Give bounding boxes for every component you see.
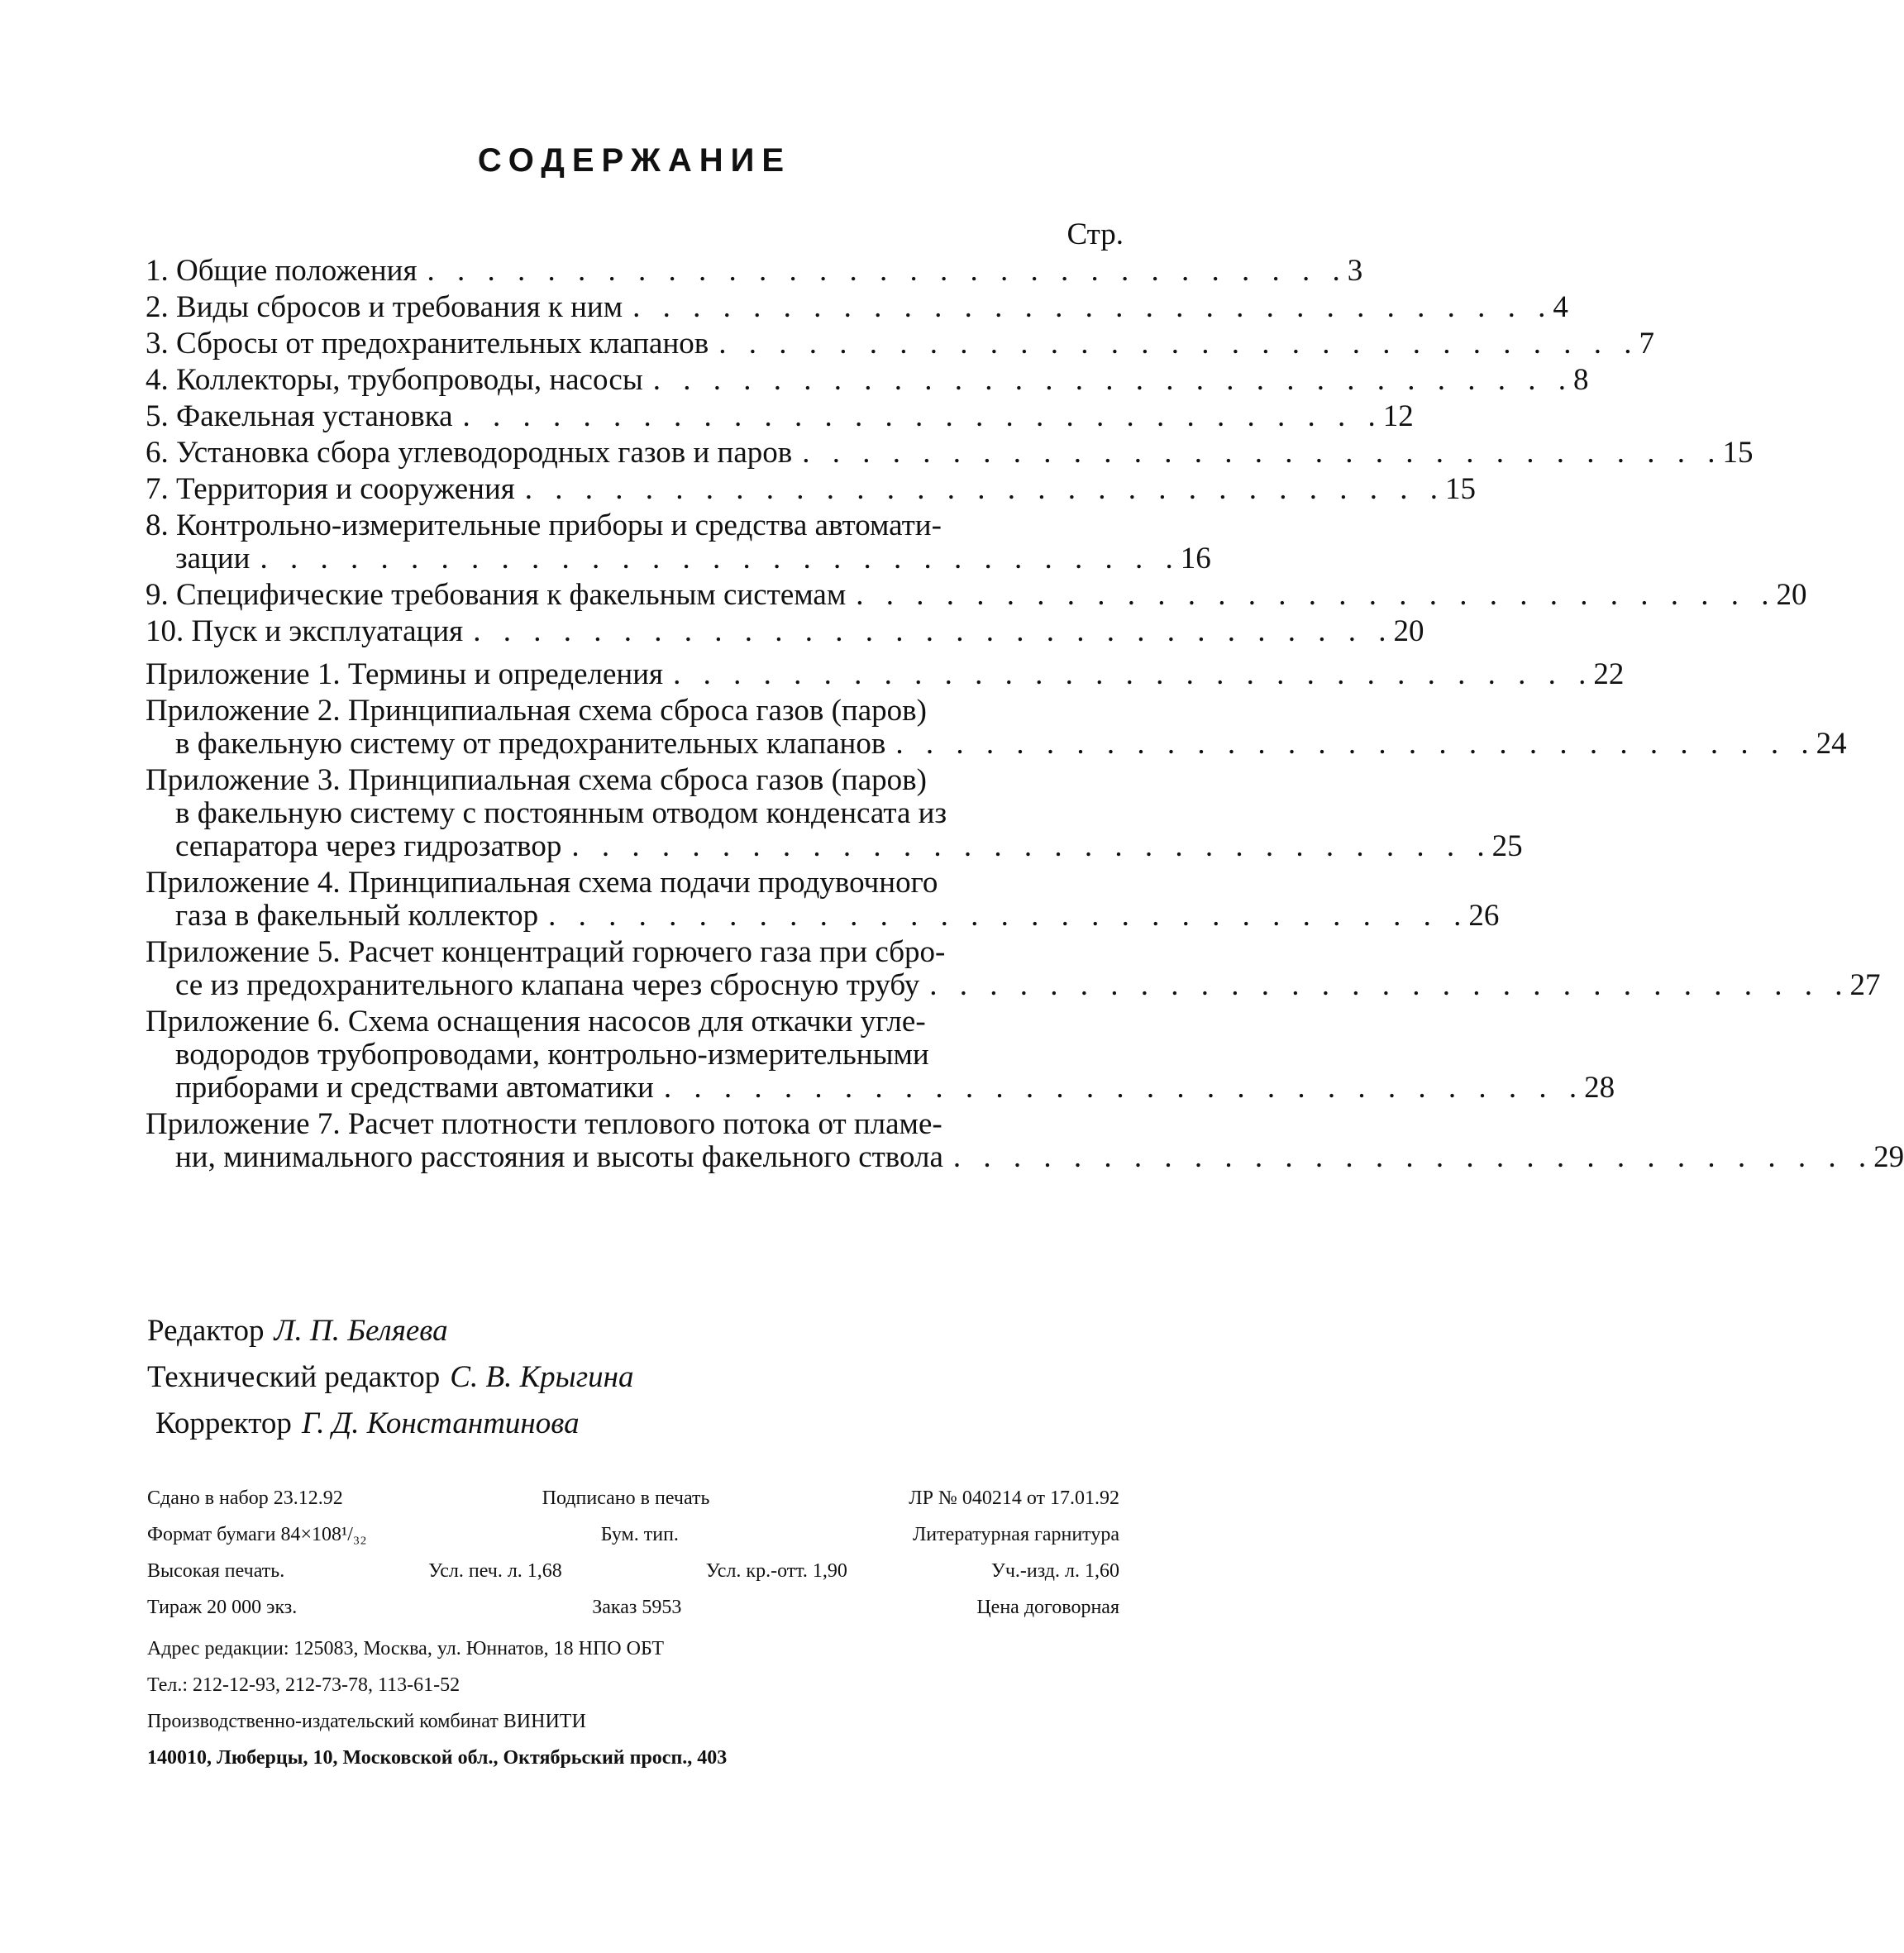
toc-entry-text [146, 615, 1393, 652]
imprint-typeface: Литературная гарнитура [912, 1524, 1119, 1545]
toc-page-number: 20 [1776, 578, 1807, 612]
toc-entry [146, 436, 1754, 473]
imprint-row-1 [147, 1480, 1119, 1516]
toc-entry-title: 9. Специфические требования к факельным системам [146, 578, 847, 612]
toc-entry-title: 2. Виды сбросов и требования к ним [146, 290, 623, 324]
toc-entry-continuation: зации [175, 542, 251, 575]
toc-entry-title: Приложение 5. Расчет концентраций горючего газа при сбро- [146, 935, 946, 969]
table-of-contents [146, 254, 1904, 1177]
imprint-paper: Бум. тип. [600, 1524, 679, 1545]
toc-page-number: 27 [1849, 968, 1881, 1002]
toc-entry-title: Приложение 3. Принципиальная схема сброса газов (паров) [146, 763, 927, 797]
imprint-phone: Тел.: 212-12-93, 212-73-78, 113-61-52 [147, 1674, 460, 1696]
imprint [147, 1480, 1119, 1776]
dot-leader: . . . . . . . . . . . . . . . . . . . . . . . . . . . . . . . [673, 657, 1594, 691]
credit-tech-editor [147, 1354, 634, 1401]
imprint-color-prints: Усл. кр.-отт. 1,90 [705, 1560, 847, 1582]
toc-entry-text [146, 867, 1468, 936]
toc-page-number: 24 [1816, 727, 1847, 761]
editor-role: Редактор [147, 1314, 265, 1348]
toc-entry [146, 472, 1477, 509]
toc-entry-continuation: водородов трубопроводами, контрольно-измерительными [175, 1038, 929, 1072]
toc-entry-text [146, 695, 1816, 764]
tech-editor-name: С. В. Крыгина [450, 1360, 634, 1394]
tech-editor-role: Технический редактор [147, 1360, 441, 1394]
imprint-sent: Сдано в набор 23.12.92 [147, 1487, 343, 1509]
imprint-pub-sheets: Уч.-изд. л. 1,60 [990, 1560, 1119, 1582]
imprint-plant: Производственно-издательский комбинат ВИНИТИ [147, 1711, 586, 1732]
imprint-row-6 [147, 1667, 1119, 1703]
corrector-name: Г. Д. Константинова [301, 1406, 580, 1440]
dot-leader: . . . . . . . . . . . . . . . . . . . . . . . . . . . . . . . [427, 254, 1348, 288]
toc-entry [146, 327, 1654, 364]
dot-leader: . . . . . . . . . . . . . . . . . . . . . . . . . . . . . . . [952, 1140, 1874, 1174]
imprint-format: Формат бумаги 84×108¹/₃₂ [147, 1524, 367, 1545]
imprint-row-4 [147, 1589, 1119, 1626]
toc-entry-text [146, 764, 1492, 867]
imprint-address: Адрес редакции: 125083, Москва, ул. Юннатов, 18 НПО ОБТ [147, 1638, 665, 1659]
imprint-plant-address: 140010, Люберцы, 10, Московской обл., Октябрьский просп., 403 [147, 1747, 728, 1769]
toc-entry-text [146, 291, 1553, 327]
toc-entry-text [146, 509, 1181, 579]
toc-entry-title: 6. Установка сбора углеводородных газов и паров [146, 436, 793, 470]
toc-page-number: 15 [1445, 472, 1477, 506]
dot-leader: . . . . . . . . . . . . . . . . . . . . . . . . . . . . . . . [571, 829, 1492, 863]
toc-entry-text [146, 1108, 1873, 1177]
toc-page-number: 29 [1873, 1140, 1904, 1174]
dot-leader: . . . . . . . . . . . . . . . . . . . . . . . . . . . . . . . [652, 363, 1573, 397]
toc-entry-text [146, 364, 1573, 400]
toc-page-number: 16 [1180, 542, 1211, 575]
imprint-row-8 [147, 1740, 1119, 1776]
toc-entry-text [146, 936, 1850, 1005]
toc-page-number: 12 [1382, 399, 1414, 433]
toc-entry-text [146, 327, 1639, 364]
toc-entry-title: 8. Контрольно-измерительные приборы и средства автомати- [146, 509, 942, 542]
toc-page-number: 8 [1572, 363, 1589, 397]
credit-corrector [147, 1401, 634, 1447]
imprint-price: Цена договорная [976, 1597, 1119, 1618]
toc-entry-text [146, 473, 1445, 509]
toc-page-number: 7 [1639, 327, 1654, 361]
toc-entry-text [146, 579, 1777, 615]
toc-entry [146, 399, 1414, 437]
toc-entry [146, 614, 1424, 652]
toc-page-number: 22 [1593, 657, 1625, 691]
imprint-row-5 [147, 1631, 1119, 1667]
toc-entry-continuation: газа в факельный коллектор [175, 899, 539, 933]
imprint-print: Высокая печать. [147, 1560, 285, 1582]
dot-leader: . . . . . . . . . . . . . . . . . . . . . . . . . . . . . . . [462, 399, 1383, 433]
imprint-row-7 [147, 1703, 1119, 1740]
toc-entry-title: 1. Общие положения [146, 254, 418, 288]
page-column-label: Стр. [1067, 217, 1124, 251]
dot-leader: . . . . . . . . . . . . . . . . . . . . . . . . . . . . . . . [718, 327, 1639, 361]
toc-entry-continuation: в факельную систему с постоянным отводом конденсата из [175, 796, 947, 830]
toc-entry [146, 657, 1625, 695]
toc-page-number: 20 [1393, 614, 1424, 648]
dot-leader: . . . . . . . . . . . . . . . . . . . . . . . . . . . . . . . [929, 968, 1850, 1002]
toc-entry-title: 10. Пуск и эксплуатация [146, 614, 464, 648]
toc-page-number: 28 [1584, 1071, 1615, 1105]
toc-entry-text [146, 255, 1348, 291]
dot-leader: . . . . . . . . . . . . . . . . . . . . . . . . . . . . . . . [473, 614, 1394, 648]
editor-name: Л. П. Беляева [274, 1314, 448, 1348]
toc-entry-title: 5. Факельная установка [146, 399, 453, 433]
toc-entry-continuation: приборами и средствами автоматики [175, 1071, 654, 1105]
toc-entry-title: Приложение 2. Принципиальная схема сброса газов (паров) [146, 694, 927, 728]
toc-page-number: 15 [1722, 436, 1754, 470]
toc-page-number: 3 [1347, 254, 1363, 288]
dot-leader: . . . . . . . . . . . . . . . . . . . . . . . . . . . . . . . [802, 436, 1723, 470]
toc-entry-continuation: в факельную систему от предохранительных клапанов [175, 727, 886, 761]
corrector-role: Корректор [155, 1406, 292, 1440]
dot-leader: . . . . . . . . . . . . . . . . . . . . . . . . . . . . . . . [663, 1071, 1585, 1105]
toc-entry [146, 363, 1589, 400]
toc-entry-title: 4. Коллекторы, трубопроводы, насосы [146, 363, 643, 397]
toc-entry-title: Приложение 7. Расчет плотности теплового потока от пламе- [146, 1107, 942, 1141]
dot-leader: . . . . . . . . . . . . . . . . . . . . . . . . . . . . . . . [632, 290, 1553, 324]
dot-leader: . . . . . . . . . . . . . . . . . . . . . . . . . . . . . . . [895, 727, 1816, 761]
imprint-run: Тираж 20 000 экз. [147, 1597, 298, 1618]
toc-entry-continuation: сепаратора через гидрозатвор [175, 829, 562, 863]
toc-appendices [146, 657, 1904, 1177]
toc-entry-text [146, 400, 1383, 437]
toc-entry-continuation: ни, минимального расстояния и высоты факельного ствола [175, 1140, 943, 1174]
page-title: СОДЕРЖАНИЕ [477, 142, 792, 179]
toc-entry [146, 935, 1881, 1005]
toc-entry-continuation: се из предохранительного клапана через сбросную трубу [175, 968, 920, 1002]
toc-entry [146, 578, 1807, 615]
toc-entry [146, 763, 1523, 867]
toc-entry-title: 3. Сбросы от предохранительных клапанов [146, 327, 709, 361]
dot-leader: . . . . . . . . . . . . . . . . . . . . . . . . . . . . . . . [856, 578, 1777, 612]
toc-page-number: 4 [1553, 290, 1568, 324]
imprint-order: Заказ 5953 [592, 1597, 682, 1618]
credits [147, 1308, 634, 1447]
toc-entry [146, 1005, 1615, 1108]
imprint-row-3 [147, 1553, 1119, 1589]
toc-entry-text [146, 1005, 1584, 1108]
imprint-print-sheets: Усл. печ. л. 1,68 [428, 1560, 562, 1582]
toc-entry-title: Приложение 1. Термины и определения [146, 657, 664, 691]
toc-entry [146, 1107, 1904, 1177]
dot-leader: . . . . . . . . . . . . . . . . . . . . . . . . . . . . . . . [548, 899, 1469, 933]
toc-entry [146, 254, 1363, 291]
toc-entry-text [146, 437, 1723, 473]
imprint-signed: Подписано в печать [542, 1487, 710, 1509]
dot-leader: . . . . . . . . . . . . . . . . . . . . . . . . . . . . . . . [260, 542, 1181, 575]
toc-entry-title: 7. Территория и сооружения [146, 472, 515, 506]
toc-entry [146, 694, 1847, 764]
imprint-license: ЛР № 040214 от 17.01.92 [909, 1487, 1119, 1509]
toc-entry-text [146, 658, 1593, 695]
toc-entry [146, 290, 1568, 327]
toc-entry-title: Приложение 4. Принципиальная схема подачи продувочного [146, 866, 938, 900]
toc-page-number: 26 [1468, 899, 1500, 933]
imprint-row-2 [147, 1516, 1119, 1553]
toc-page-number: 25 [1491, 829, 1523, 863]
toc-entry-title: Приложение 6. Схема оснащения насосов для откачки угле- [146, 1005, 926, 1039]
dot-leader: . . . . . . . . . . . . . . . . . . . . . . . . . . . . . . . [524, 472, 1446, 506]
toc-entry [146, 509, 1211, 579]
credit-editor [147, 1308, 634, 1354]
toc-sections [146, 254, 1807, 652]
toc-entry [146, 866, 1500, 936]
